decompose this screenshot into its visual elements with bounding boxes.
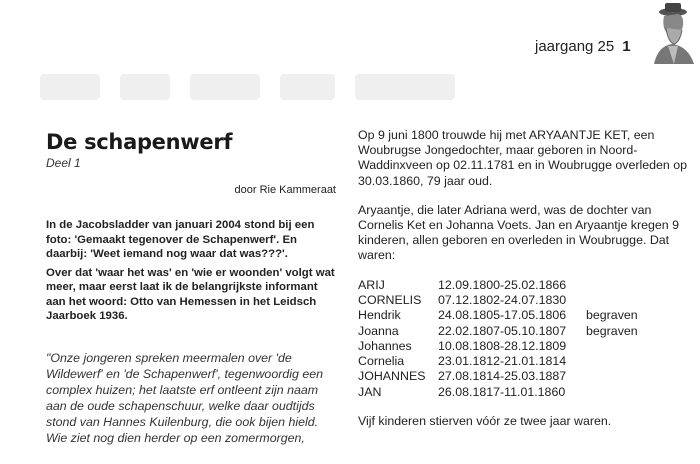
- page-number: 1: [622, 38, 631, 55]
- intro-paragraph: Over dat 'waar het was' en 'wie er woonden' volgt wat meer, maar eerst laat ik de belangrijkste informant aan het woord: Otto van Hemessen in het Leidsch Jaarboek 1936.: [46, 266, 335, 322]
- child-name: Joanna: [358, 323, 399, 338]
- child-dates: 12.09.1800-25.02.1866: [438, 277, 567, 292]
- closing-paragraph: Vijf kinderen stierven vóór ze twee jaar waren.: [358, 414, 612, 428]
- table-row: [358, 385, 638, 400]
- child-dates: 24.08.1805-17.05.1806: [438, 308, 567, 323]
- child-name: ARIJ: [358, 277, 385, 292]
- watermark-graphic: [40, 70, 460, 104]
- table-row: [358, 324, 638, 339]
- child-name: JAN: [358, 384, 382, 399]
- body-paragraph: Aryaantje, die later Adriana werd, was de dochter van Cornelis Ket en Johanna Voets. Jan en Aryaantje kregen 9 kinderen, allen geboren en overleden in Woubrugge. Dat waren:: [358, 202, 679, 263]
- child-name: Hendrik: [358, 308, 401, 323]
- article-author: door Rie Kammeraat: [234, 184, 336, 196]
- children-table: [358, 278, 638, 400]
- child-note: [586, 369, 638, 384]
- child-name: CORNELIS: [358, 292, 422, 307]
- page-header: [535, 38, 631, 55]
- child-name: Cornelia: [358, 354, 405, 369]
- child-note: [586, 339, 638, 354]
- child-dates: 26.08.1817-11.01.1860: [438, 384, 566, 399]
- table-row: [358, 369, 638, 384]
- table-row: [358, 308, 638, 323]
- child-note: [586, 385, 638, 400]
- table-row: [358, 278, 638, 293]
- body-paragraph: Op 9 juni 1800 trouwde hij met ARYAANTJE KET, een Woubrugse Jongedochter, maar geboren in Noord-Waddinxveen op 02.11.1781 en in Woubrugge overleden op 30.03.1860, 79 jaar oud.: [358, 128, 688, 188]
- table-row: [358, 293, 638, 308]
- jacob-figure-logo: [648, 2, 698, 64]
- child-dates: 07.12.1802-24.07.1830: [438, 292, 567, 307]
- child-note: [586, 293, 638, 308]
- intro-paragraph: In de Jacobsladder van januari 2004 stond bij een foto: 'Gemaakt tegenover de Schapenwerf'. En daarbij: 'Weet iemand nog waar dat was???'.: [46, 219, 315, 260]
- child-name: Johannes: [358, 338, 412, 353]
- quotation: "Onze jongeren spreken meermalen over 'de Wildewerf' en 'de Schapenwerf', tegenwoordig een complex huizen; het laatste erf ontleent zijn naam aan de oude schapenschuur, welke daar oudtijds stond van Hannes Kuilenburg, die ook bijen hield. Wie ziet nog dien herder op een zomermorgen,: [46, 350, 323, 445]
- child-dates: 22.02.1807-05.10.1807: [438, 323, 567, 338]
- child-name: JOHANNES: [358, 369, 426, 384]
- child-dates: 27.08.1814-25.03.1887: [438, 369, 567, 384]
- left-column: [46, 128, 336, 446]
- table-row: [358, 354, 638, 369]
- volume-label: jaargang 25: [535, 38, 615, 55]
- child-note: begraven: [586, 308, 638, 323]
- child-note: [586, 354, 638, 369]
- right-column: [358, 128, 696, 443]
- child-dates: 10.08.1808-28.12.1809: [438, 338, 567, 353]
- article-title: De schapenwerf: [46, 130, 233, 154]
- child-note: begraven: [586, 323, 638, 338]
- table-row: [358, 339, 638, 354]
- child-note: [586, 278, 638, 293]
- article-subtitle: Deel 1: [46, 156, 81, 170]
- child-dates: 23.01.1812-21.01.1814: [438, 354, 567, 369]
